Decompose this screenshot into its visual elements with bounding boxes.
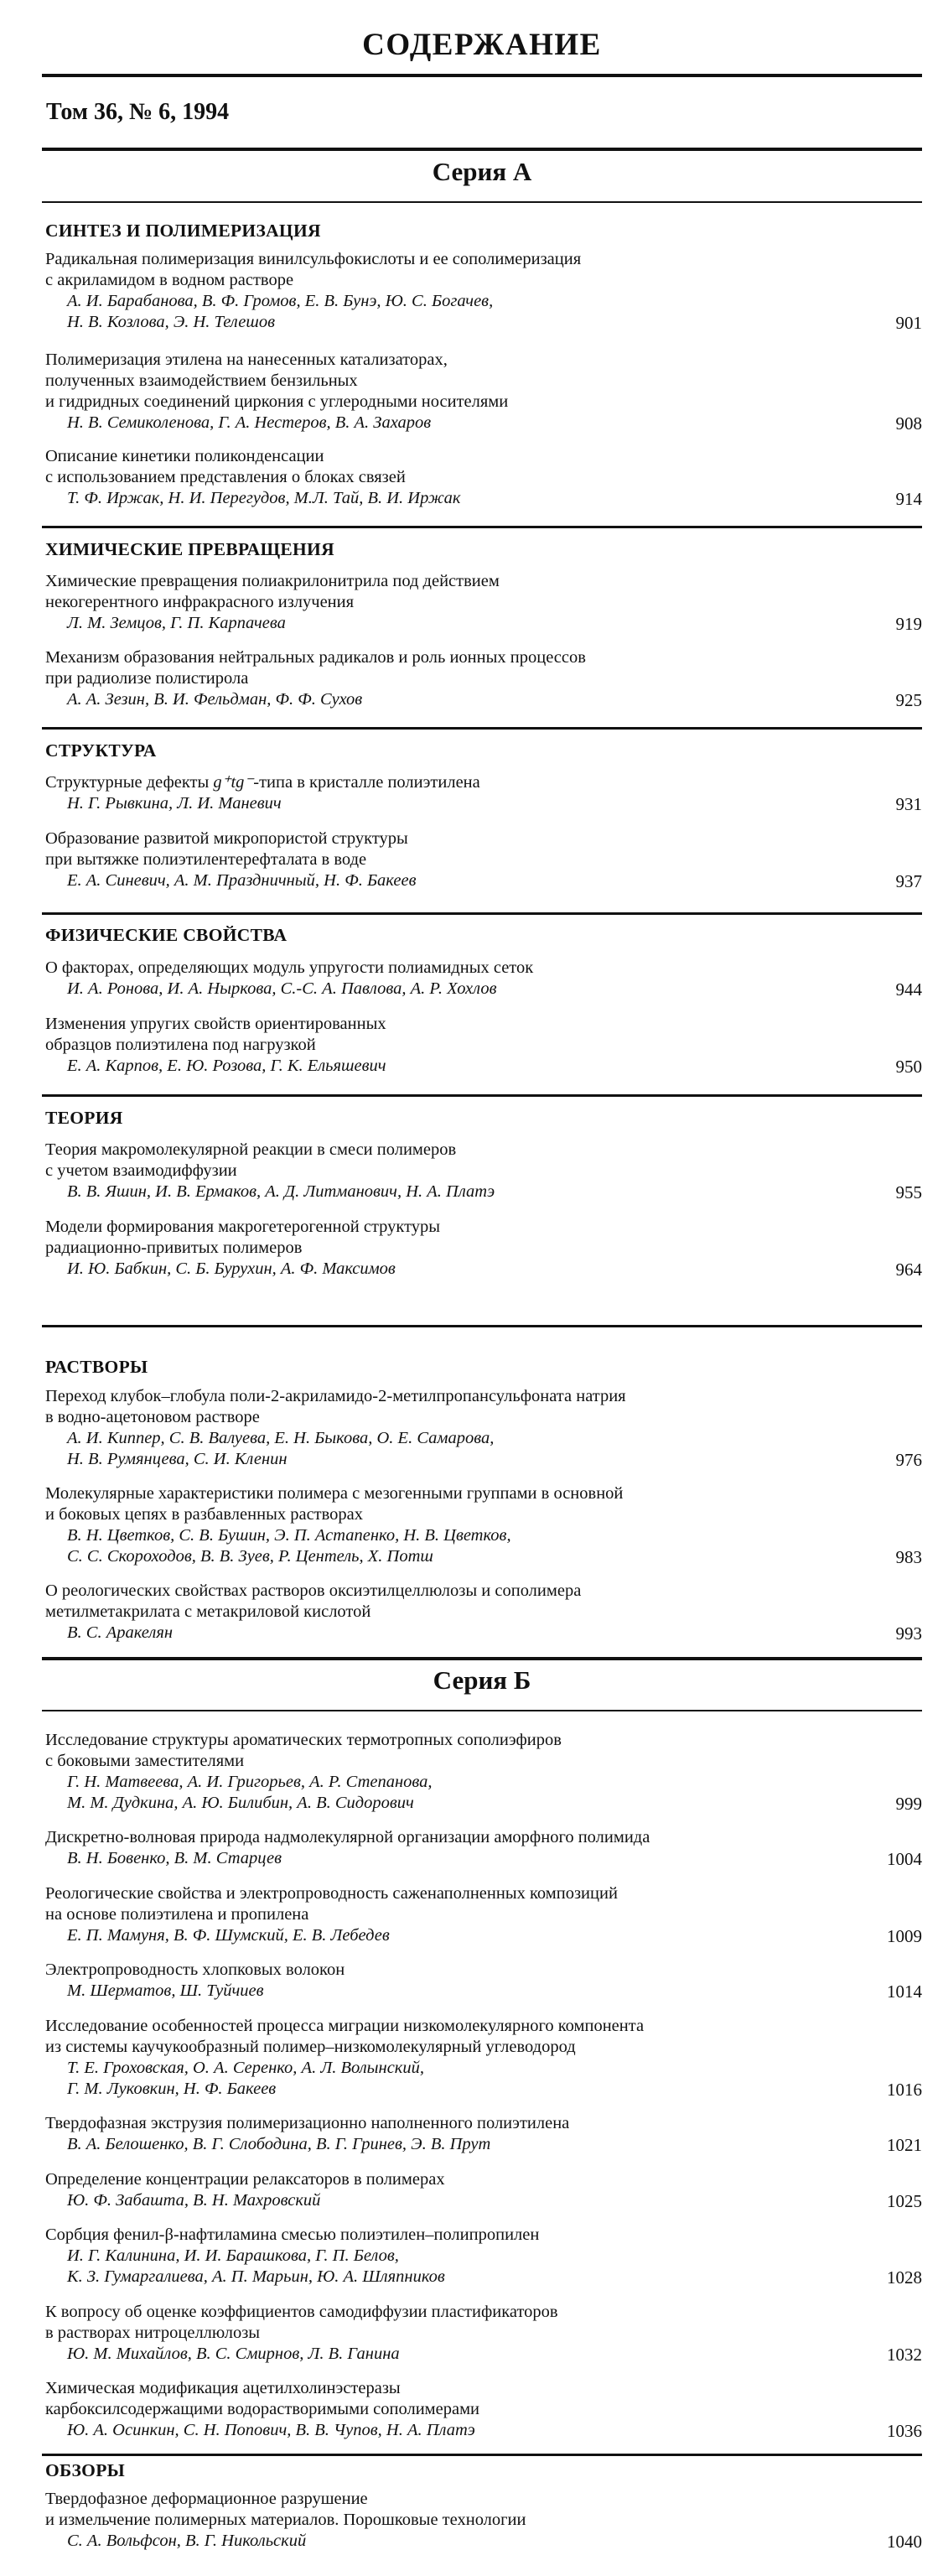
- page-number: 1032: [887, 2345, 922, 2365]
- series-b-bottom-rule: [42, 1710, 922, 1711]
- section-heading: ОБЗОРЫ: [45, 2460, 126, 2480]
- section-heading: ФИЗИЧЕСКИЕ СВОЙСТВА: [45, 925, 288, 945]
- page-number: 955: [895, 1182, 922, 1202]
- title-text-start: Структурные дефекты: [45, 773, 214, 792]
- page-number: 1016: [887, 2080, 922, 2100]
- toc-entry[interactable]: [45, 350, 922, 434]
- article-title: Химические превращения полиакрилонитрила под действием некогерентного инфракрасного излучения: [45, 572, 500, 611]
- page-number: 914: [895, 489, 922, 509]
- contents-page: [42, 0, 922, 2576]
- article-title: Твердофазное деформационное разрушение и измельчение полимерных материалов. Порошковые технологии: [45, 2490, 526, 2529]
- page-number: 1028: [887, 2267, 922, 2288]
- toc-entry[interactable]: [45, 2113, 922, 2155]
- article-authors: В. С. Аракелян: [67, 1623, 174, 1642]
- article-authors: В. В. Яшин, И. В. Ермаков, А. Д. Литманович, Н. А. Платэ: [67, 1182, 495, 1201]
- toc-entry[interactable]: [45, 1140, 922, 1202]
- article-title: Твердофазная экструзия полимеризационно наполненного полиэтилена: [45, 2114, 570, 2132]
- section-heading: СИНТЕЗ И ПОЛИМЕРИЗАЦИЯ: [45, 221, 321, 241]
- toc-entry[interactable]: [45, 2302, 922, 2365]
- section-rule: [42, 912, 922, 915]
- article-authors: В. А. Белошенко, В. Г. Слободина, В. Г. Гринев, Э. В. Прут: [67, 2135, 491, 2153]
- toc-entry[interactable]: [45, 1827, 922, 1869]
- article-authors: И. Г. Калинина, И. И. Барашкова, Г. П. Белов, К. З. Гумаргалиева, А. П. Марьин, Ю. А. Шляпников: [67, 2246, 445, 2286]
- toc-entry[interactable]: [45, 446, 922, 509]
- article-authors: Т. Ф. Иржак, Н. И. Перегудов, М.Л. Тай, В. И. Иржак: [67, 489, 461, 507]
- section-rule: [42, 526, 922, 528]
- article-title: Определение концентрации релаксаторов в полимерах: [45, 2170, 445, 2189]
- title-rule: [42, 74, 922, 77]
- page-number: 925: [895, 690, 922, 710]
- article-authors: Г. Н. Матвеева, А. И. Григорьев, А. Р. Степанова, М. М. Дудкина, А. Ю. Билибин, А. В. Сидорович: [67, 1773, 433, 1812]
- page-number: 993: [895, 1623, 922, 1644]
- article-title: Реологические свойства и электропроводность саженаполненных композиций на основе полиэтилена и пропилена: [45, 1884, 618, 1924]
- section-heading: ТЕОРИЯ: [45, 1108, 123, 1128]
- toc-entry[interactable]: [45, 1217, 922, 1280]
- article-authors: Т. Е. Гроховская, О. А. Серенко, А. Л. Волынский, Г. М. Луковкин, Н. Ф. Бакеев: [67, 2059, 425, 2098]
- toc-entry[interactable]: [45, 1960, 922, 2002]
- page-number: 950: [895, 1057, 922, 1077]
- article-authors: И. А. Ронова, И. А. Ныркова, С.-С. А. Павлова, А. Р. Хохлов: [67, 979, 497, 998]
- article-authors: Е. А. Синевич, А. М. Праздничный, Н. Ф. Бакеев: [67, 871, 417, 890]
- page-number: 931: [895, 794, 922, 814]
- page-number: 1004: [887, 1849, 922, 1869]
- toc-entry[interactable]: [45, 2169, 922, 2211]
- article-authors: А. А. Зезин, В. И. Фельдман, Ф. Ф. Сухов: [67, 690, 363, 709]
- toc-entry[interactable]: [45, 2378, 922, 2441]
- article-authors: Ю. Ф. Забашта, В. Н. Махровский: [67, 2191, 321, 2210]
- article-authors: И. Ю. Бабкин, С. Б. Бурухин, А. Ф. Максимов: [67, 1259, 396, 1278]
- title-text-end: -типа в кристалле полиэтилена: [253, 773, 480, 792]
- article-title: Модели формирования макрогетерогенной структуры радиационно-привитых полимеров: [45, 1218, 441, 1257]
- page-number: 901: [895, 313, 922, 333]
- article-title: Радикальная полимеризация винилсульфокислоты и ее сополимеризация с акриламидом в водном растворе: [45, 250, 582, 289]
- toc-entry[interactable]: [45, 958, 922, 1000]
- page-number: 964: [895, 1259, 922, 1280]
- article-title: Образование развитой микропористой структуры при вытяжке полиэтилентерефталата в воде: [45, 829, 408, 869]
- toc-entry[interactable]: [45, 2489, 922, 2552]
- article-title: Изменения упругих свойств ориентированных образцов полиэтилена под нагрузкой: [45, 1015, 386, 1054]
- toc-entry[interactable]: [45, 1014, 922, 1077]
- article-authors: Е. А. Карпов, Е. Ю. Розова, Г. К. Ельяшевич: [67, 1057, 386, 1075]
- article-title: О факторах, определяющих модуль упругости полиамидных сеток: [45, 958, 534, 977]
- article-authors: В. Н. Цветков, С. В. Бушин, Э. П. Астапенко, Н. В. Цветков, С. С. Скороходов, В. В. Зуев, Р. Центель, Х. Потш: [67, 1526, 511, 1566]
- article-authors: С. А. Вольфсон, В. Г. Никольский: [67, 2532, 307, 2550]
- toc-entry[interactable]: [45, 2225, 922, 2288]
- toc-entry[interactable]: [45, 1730, 922, 1814]
- page-number: 919: [895, 614, 922, 634]
- toc-entry[interactable]: [45, 2016, 922, 2100]
- article-authors: Н. Г. Рывкина, Л. И. Маневич: [67, 794, 282, 813]
- volume-issue-year: Том 36, № 6, 1994: [46, 99, 230, 125]
- article-authors: А. И. Киппер, С. В. Валуева, Е. Н. Быкова, О. Е. Самарова, Н. В. Румянцева, С. И. Кленин: [67, 1429, 495, 1468]
- toc-entry[interactable]: [45, 571, 922, 634]
- toc-entry[interactable]: [45, 249, 922, 333]
- article-title: Исследование структуры ароматических термотропных сополиэфиров с боковыми заместителями: [45, 1731, 562, 1770]
- article-title: Сорбция фенил-β-нафтиламина смесью полиэтилен–полипропилен: [45, 2225, 540, 2244]
- article-title: Электропроводность хлопковых волокон: [45, 1961, 345, 1979]
- article-authors: Л. М. Земцов, Г. П. Карпачева: [67, 614, 286, 632]
- article-title: К вопросу об оценке коэффициентов самодиффузии пластификаторов в растворах нитроцеллюлозы: [45, 2303, 558, 2342]
- page-number: 944: [895, 979, 922, 1000]
- article-authors: Ю. М. Михайлов, В. С. Смирнов, Л. В. Ганина: [67, 2345, 400, 2363]
- article-authors: Ю. А. Осинкин, С. Н. Попович, В. В. Чупов, Н. А. Платэ: [67, 2421, 475, 2439]
- series-b-heading: Серия Б: [433, 1665, 531, 1695]
- series-a-bottom-rule: [42, 201, 922, 203]
- article-authors: М. Шерматов, Ш. Туйчиев: [67, 1981, 264, 2000]
- toc-entry[interactable]: [45, 1483, 922, 1567]
- page-number: 1009: [887, 1926, 922, 1946]
- page-number: 1014: [887, 1981, 922, 2002]
- section-heading: РАСТВОРЫ: [45, 1357, 148, 1377]
- article-authors: В. Н. Бовенко, В. М. Старцев: [67, 1849, 282, 1867]
- section-rule: [42, 727, 922, 730]
- section-rule: [42, 1094, 922, 1097]
- page-number: 1021: [887, 2135, 922, 2155]
- page-number: 1036: [887, 2421, 922, 2441]
- page-number: 976: [895, 1450, 922, 1470]
- article-title: Теория макромолекулярной реакции в смеси полимеров с учетом взаимодиффузии: [45, 1140, 457, 1180]
- section-rule: [42, 2454, 922, 2456]
- article-title: Переход клубок–глобула поли-2-акриламидо-2-метилпропансульфоната натрия в водно-ацетоновом растворе: [45, 1387, 626, 1426]
- article-authors: А. И. Барабанова, В. Ф. Громов, Е. В. Бунэ, Ю. С. Богачев, Н. В. Козлова, Э. Н. Телешов: [67, 292, 494, 331]
- article-title: [45, 772, 922, 793]
- article-title: Исследование особенностей процесса миграции низкомолекулярного компонента из системы каучукообразный полимер–низкомолекулярный углеводород: [45, 2017, 645, 2056]
- article-authors: Е. П. Мамуня, В. Ф. Шумский, Е. В. Лебедев: [67, 1926, 390, 1945]
- section-rule: [42, 1325, 922, 1327]
- page-number: 1025: [887, 2191, 922, 2211]
- toc-entry[interactable]: [45, 1883, 922, 1946]
- article-title: Полимеризация этилена на нанесенных катализаторах, полученных взаимодействием бензильных и гидридных соединений циркония с углеродными носителями: [45, 351, 509, 411]
- article-title: Химическая модификация ацетилхолинэстеразы карбоксилсодержащими водорастворимыми сополимерами: [45, 2379, 480, 2418]
- toc-entry[interactable]: [45, 828, 922, 891]
- section-heading: СТРУКТУРА: [45, 740, 157, 761]
- article-title: Описание кинетики поликонденсации с использованием представления о блоках связей: [45, 447, 406, 486]
- toc-entry[interactable]: [45, 772, 922, 814]
- series-a-heading: Серия А: [432, 157, 532, 186]
- toc-entry[interactable]: [45, 1386, 922, 1470]
- article-title: Молекулярные характеристики полимера с мезогенными группами в основной и боковых цепях в разбавленных растворах: [45, 1484, 624, 1524]
- article-title: Механизм образования нейтральных радикалов и роль ионных процессов при радиолизе полистирола: [45, 648, 586, 688]
- defect-notation: g⁺tg⁻: [213, 773, 254, 792]
- contents-title: СОДЕРЖАНИЕ: [362, 28, 602, 62]
- article-title: Дискретно-волновая природа надмолекулярной организации аморфного полимида: [45, 1828, 650, 1846]
- page-number: 937: [895, 871, 922, 891]
- article-authors: Н. В. Семиколенова, Г. А. Нестеров, В. А. Захаров: [67, 413, 432, 432]
- series-a-top-rule: [42, 148, 922, 151]
- page-number: 999: [895, 1794, 922, 1814]
- page-number: 983: [895, 1547, 922, 1567]
- section-heading: ХИМИЧЕСКИЕ ПРЕВРАЩЕНИЯ: [45, 539, 334, 559]
- toc-entry[interactable]: [45, 647, 922, 710]
- page-number: 908: [895, 413, 922, 434]
- series-b-top-rule: [42, 1657, 922, 1660]
- toc-entry[interactable]: [45, 1581, 922, 1644]
- page-number: 1040: [887, 2532, 922, 2552]
- article-title: О реологических свойствах растворов оксиэтилцеллюлозы и сополимера метилметакрилата с метакриловой кислотой: [45, 1581, 582, 1621]
